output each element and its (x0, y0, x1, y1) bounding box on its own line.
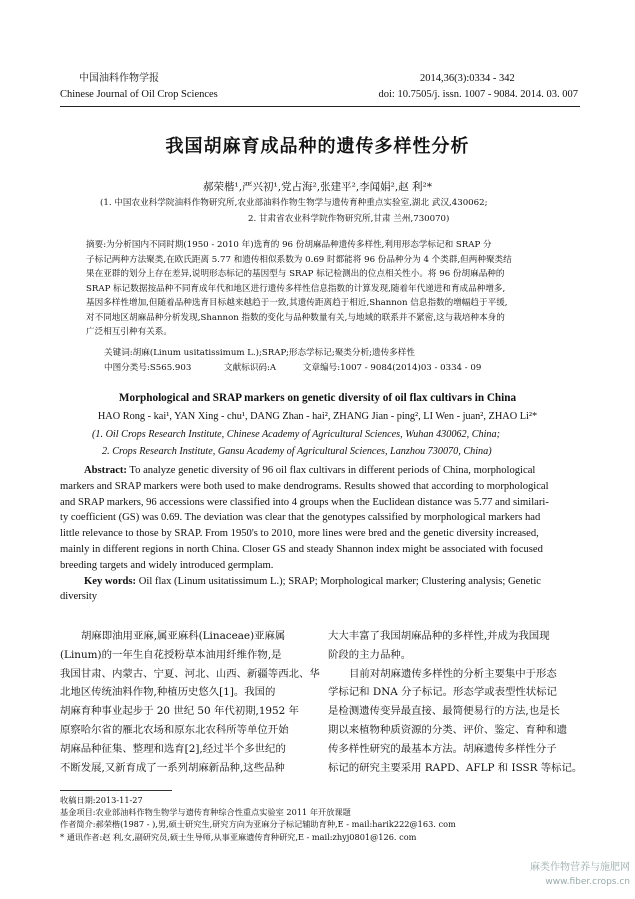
footnotes (60, 794, 580, 843)
journal-name-cn: 中国油料作物学报 (79, 73, 159, 84)
body-line: 原察哈尔省的雁北农场和原东北农科所等单位开始 (60, 723, 289, 736)
body-column-right (328, 627, 581, 777)
abstract-en (60, 463, 580, 605)
doc-code: A (269, 363, 277, 373)
clc-label: 中图分类号: (104, 363, 150, 373)
author-bio: 作者简介:郝荣楷(1987 - ),男,硕士研究生,研究方向为亚麻分子标记辅助育种,E - mail:harik222@163. com (60, 819, 456, 830)
classification-row (104, 361, 481, 376)
keywords-en-line (60, 574, 580, 590)
body-column-left (60, 627, 320, 777)
journal-name-en: Chinese Journal of Oil Crop Sciences (60, 89, 218, 100)
abstract-cn-line: 广泛相互引种有关系。 (86, 327, 172, 337)
body-line: 北地区传统油料作物,种植历史悠久[1]。我国的 (60, 686, 276, 699)
abstract-label: Abstract: (84, 465, 127, 476)
page-title-cn: 我国胡麻育成品种的遗传多样性分析 (165, 136, 470, 157)
body-line: 胡麻即油用亚麻,属亚麻科(Linaceae)亚麻属 (81, 630, 286, 642)
abstract-cn-line: 对不同地区胡麻品种分析发现,Shannon 指数的变化与品种数量有关,与地域的联系并不紧密,这与栽培种本身的 (86, 312, 505, 323)
body-line: 胡麻育种事业起步于 20 世纪 50 年代初期,1952 年 (60, 705, 299, 718)
body-line: 我国甘肃、内蒙古、宁夏、河北、山西、新疆等西北、华 (60, 667, 320, 680)
clc-number: S565.903 (149, 363, 192, 373)
body-line: 传多样性研究的最基本方法。胡麻遗传多样性分子 (328, 742, 557, 755)
affiliation-en-1: (1. Oil Crops Research Institute, Chinese Academy of Agricultural Sciences, Wuhan 430062, China; (92, 429, 501, 440)
doi: doi: 10.7505/j. issn. 1007 - 9084. 2014. 03. 007 (378, 89, 578, 100)
abstract-cn-line: SRAP 标记数据按品种不同育成年代和地区进行遗传多样性信息指数的计算发现,随着年代递进和育成品种增多, (86, 283, 506, 294)
watermark-url: www.fiber.crops.cn (545, 877, 630, 887)
footnote-rule (60, 790, 172, 791)
funding: 基金项目:农业部油料作物生物学与遗传育种综合性重点实验室 2011 年开放课题 (60, 807, 351, 818)
affiliation-en-2: 2. Crops Research Institute, Gansu Academy of Agricultural Sciences, Lanzhou 730070, China) (102, 446, 492, 457)
volume-info: 2014,36(3):0334 - 342 (420, 73, 515, 84)
received-date: 收稿日期:2013-11-27 (60, 795, 143, 805)
affiliation-cn-1: (1. 中国农业科学院油料作物研究所,农业部油料作物生物学与遗传育种重点实验室,湖北 武汉,430062; (100, 198, 488, 208)
affiliation-cn-2: 2. 甘肃省农业科学院作物研究所,甘肃 兰州,730070) (248, 214, 450, 224)
body-line: 标记的研究主要采用 RAPD、AFLP 和 ISSR 等标记。 (328, 761, 583, 774)
abstract-en-line: little relevance to those by SRAP. From 1950's to 2010, more lines were bred and the genetic diversity increased, (60, 528, 539, 540)
body-line: 期以来植物种质资源的分类、评价、鉴定、育种和遗 (328, 723, 567, 736)
abstract-cn-line: 摘要:为分析国内不同时期(1950 - 2010 年)选育的 96 份胡麻品种遗传多样性,利用形态学标记和 SRAP 分 (86, 240, 492, 250)
keywords-en-label: Key words: (84, 575, 137, 587)
abstract-en-line: ty coefficient (GS) was 0.69. The deviation was clear that the genotypes calssified by morphological markers had (60, 512, 541, 524)
article-number-label: 文章编号: (302, 363, 341, 373)
corresponding-author: * 通讯作者:赵 利,女,副研究员,硕士生导师,从事亚麻遗传育种研究,E - mail:zhyj0801@126. com (60, 831, 417, 842)
abstract-en-line: mainly in different regions in north China. Closer GS and steady Shannon index might be associated with focused (60, 543, 543, 555)
keywords-cn: 关键词:胡麻(Linum usitatissimum L.);SRAP;形态学标记;聚类分析;遗传多样性 (104, 348, 415, 358)
watermark-text: 麻类作物营养与施肥网 (530, 862, 630, 873)
abstract-en-line: and SRAP markers, 96 accessions were classified into 4 groups when the Euclidean distance was 5.77 and similari- (60, 496, 549, 508)
authors-en: HAO Rong - kai¹, YAN Xing - chu¹, DANG Zhan - hai², ZHANG Jian - ping², LI Wen - juan², ZHAO Li²* (97, 411, 538, 422)
body-line: 大大丰富了我国胡麻品种的多样性,并成为我国现 (328, 630, 550, 642)
keywords-en-text: Oil flax (Linum usitatissimum L.); SRAP; Morphological marker; Clustering analysis; Genetic (138, 575, 541, 587)
abstract-cn-line: 果在亚群的划分上存在差异,说明形态标记的基因型与 SRAP 标记检测出的位点相关性小。将 96 份胡麻品种的 (86, 269, 505, 279)
body-line: 学标记和 DNA 分子标记。形态学或表型性状标记 (328, 686, 557, 699)
abstract-cn-line: 子标记两种方法聚类,在欧氏距离 5.77 和遗传相似系数为 0.69 时都能将 96 份品种分为 4 个类群,但两种聚类结 (86, 254, 512, 265)
abstract-cn (86, 238, 556, 340)
abstract-en-text: To analyze genetic diversity of 96 oil flax cultivars in different periods of China, morphological (129, 465, 536, 476)
abstract-en-line: markers and SRAP markers were both used to make dendrograms. Results showed that according to morphological (60, 480, 549, 492)
body-line: 阶段的主力品种。 (328, 648, 412, 661)
body-line: (Linum)的一年生自花授粉草本油用纤维作物,是 (60, 648, 282, 661)
keywords-en-line: diversity (60, 591, 98, 603)
abstract-en-line (60, 463, 580, 479)
abstract-en-line: breeding targets and widely introduced germplam. (60, 559, 274, 571)
body-line: 是检测遗传变异最直接、最简便易行的方法,也是长 (328, 705, 560, 718)
article-number: 1007 - 9084(2014)03 - 0334 - 09 (340, 363, 482, 373)
body-line: 胡麻品种征集、整理和选育[2],经过半个多世纪的 (60, 742, 286, 755)
body-line: 目前对胡麻遗传多样性的分析主要集中于形态 (349, 667, 557, 680)
abstract-cn-line: 基因多样性增加,但随着品种选育目标越来越趋于一致,其遗传距离趋于相近,Shannon 信息指数的增幅趋于平缓, (86, 298, 508, 308)
authors-cn: 郝荣楷¹,严兴初¹,党占海²,张建平²,李闻娟²,赵 利²* (202, 181, 433, 193)
header-rule (60, 106, 580, 107)
page-title-en: Morphological and SRAP markers on genetic diversity of oil flax cultivars in China (118, 392, 517, 404)
body-line: 不断发展,又新育成了一系列胡麻新品种,这些品种 (60, 761, 285, 774)
doc-code-label: 文献标识码: (224, 363, 270, 373)
